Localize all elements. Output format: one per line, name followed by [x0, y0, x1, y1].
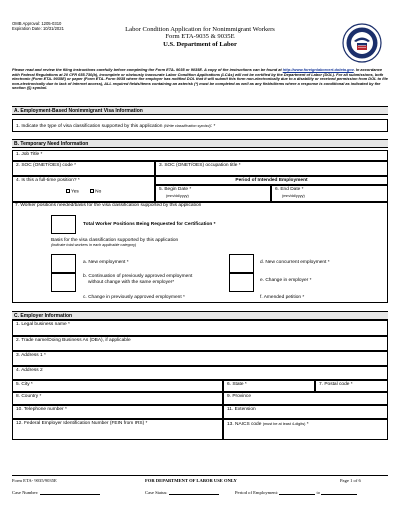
amended-petition-label: f. Amended petition * — [260, 295, 305, 300]
telephone-field[interactable] — [12, 405, 223, 419]
expiration-date: Expiration Date: 10/31/2021 — [12, 26, 64, 31]
state-label: 6. State * — [227, 382, 247, 387]
legal-business-name-field[interactable] — [12, 320, 388, 336]
extension-label: 11. Extension — [227, 407, 256, 412]
full-time-position-field — [12, 176, 155, 202]
end-date-field[interactable] — [271, 185, 388, 202]
naics-hint: (must be at least 4-digits) — [262, 422, 306, 426]
visa-classification-field[interactable] — [12, 119, 388, 132]
case-status-line — [169, 491, 219, 495]
province-field[interactable] — [223, 392, 388, 405]
omb-approval: OMB Approval: 1205-0310 — [12, 21, 62, 26]
naics-star: * — [305, 422, 309, 427]
total-workers-label: Total Worker Positions Being Requested for Certification * — [83, 222, 216, 227]
soc-code-label: 2. SOC (ONET/OES) code * — [16, 163, 76, 168]
naics-code-field[interactable] — [223, 419, 388, 440]
new-concurrent-employment-label: d. New concurrent employment * — [260, 260, 330, 265]
period-of-employment-header: Period of Intended Employment — [155, 176, 388, 185]
case-number-label: Case Number: — [12, 490, 39, 495]
new-concurrent-employment-input[interactable] — [229, 254, 254, 273]
case-status-label: Case Status: — [145, 490, 168, 495]
country-field[interactable] — [12, 392, 223, 405]
period-label: Period of Employment: — [235, 490, 279, 495]
begin-date-field[interactable] — [155, 185, 271, 202]
yes-label: Yes — [71, 189, 79, 195]
telephone-label: 10. Telephone number * — [16, 407, 67, 412]
province-label: 9. Province — [227, 394, 251, 399]
case-status — [145, 490, 219, 495]
city-label: 5. City * — [16, 382, 33, 387]
country-label: 8. Country * — [16, 394, 42, 399]
footer-office-use: FOR DEPARTMENT OF LABOR USE ONLY — [145, 478, 237, 483]
address-1-field[interactable] — [12, 351, 388, 366]
new-employment-label: a. New employment * — [83, 260, 129, 265]
title-line-1: Labor Condition Application for Nonimmigrant Workers — [125, 26, 275, 33]
form-title — [0, 26, 400, 48]
period-of-employment-footer — [235, 490, 357, 495]
worker-positions-label: 7. Worker positions needed/basis for the visa classification supported by this application — [15, 203, 202, 208]
basis-label: Basis for the visa classification supported by this application — [51, 238, 179, 243]
change-in-employer-input[interactable] — [229, 273, 254, 292]
address-1-label: 3. Address 1 * — [16, 353, 46, 358]
yes-checkbox[interactable] — [66, 189, 70, 193]
trade-name-field[interactable] — [12, 336, 388, 351]
section-c-header: C. Employer Information — [12, 311, 388, 320]
footer-rule — [12, 475, 388, 476]
case-number — [12, 490, 100, 495]
soc-occupation-title-label: 3. SOC (ONET/OES) occupation title * — [159, 163, 241, 168]
department-of-labor-seal-icon — [342, 23, 382, 63]
visa-classification-label: 1. Indicate the type of visa classification supported by this application — [16, 124, 164, 129]
end-date-label: 6. End Date * — [275, 187, 304, 192]
naics-label: 13. NAICS code — [227, 422, 263, 427]
instructions-link[interactable]: http://www.foreignlaborcert.doleta.gov — [282, 67, 354, 72]
job-title-label: 1. Job Title * — [16, 152, 43, 157]
continuation-employment-label: b. Continuation of previously approved employment — [83, 274, 193, 279]
new-employment-input[interactable] — [51, 254, 76, 273]
begin-date-format: (mm/dd/yyyy) — [166, 194, 189, 198]
fein-label: 12. Federal Employer Identification Number (FEIN from IRS) * — [16, 421, 148, 426]
total-workers-input[interactable] — [51, 215, 76, 234]
begin-date-label: 5. Begin Date * — [159, 187, 192, 192]
no-checkbox[interactable] — [90, 189, 94, 193]
fein-field[interactable] — [12, 419, 223, 440]
period-to-label: to — [316, 490, 321, 495]
filing-instructions — [12, 68, 388, 91]
period-from-line — [279, 491, 315, 495]
soc-code-field[interactable] — [12, 161, 155, 176]
visa-classification-star: : * — [210, 124, 216, 129]
postal-code-label: 7. Postal code * — [319, 382, 353, 387]
trade-name-label: 2. Trade name/Doing Business As (DBA), if applicable — [16, 338, 131, 343]
extension-field[interactable] — [223, 405, 388, 419]
period-to-line — [321, 491, 357, 495]
end-date-format: (mm/dd/yyyy) — [282, 194, 305, 198]
job-title-field[interactable] — [12, 150, 388, 161]
legal-business-name-label: 1. Legal business name * — [16, 322, 70, 327]
postal-code-field[interactable] — [315, 380, 388, 392]
footer-page-number: Page 1 of 6 — [340, 478, 361, 483]
continuation-employment-label-2: without change with the same employer* — [88, 280, 175, 285]
address-2-field[interactable] — [12, 366, 388, 380]
continuation-employment-input[interactable] — [51, 273, 76, 292]
footer-form-number: Form ETA- 9035/9035E — [12, 478, 57, 483]
state-field[interactable] — [223, 380, 315, 392]
section-a-header: A. Employment-Based Nonimmigrant Visa Information — [12, 106, 388, 115]
change-in-employer-label: e. Change in employer * — [260, 278, 312, 283]
address-2-label: 4. Address 2 — [16, 368, 43, 373]
no-label: No — [95, 189, 102, 195]
instructions-part-1: Please read and review the filing instructions carefully before completing the Form ETA- 9035 or 9035E. A copy of the instructions can be found at — [12, 67, 283, 72]
instructions-part-2: . In accordance with Federal Regulations at 20 CFR 655.730(b), incomplete or obviously inaccurate Labor Condition Applications (LCAs) will not be certified by the Department of Labor (DOL). For all submissions, both electronic (Form ETA- 9035E) or paper (Form ETA- Form 9035 where the employer has notified DOL that it will submit this form non-electronically due to a disability or received permission from DOL to file non-electronically due to lack of Internet access), ALL required fields/items containing an asterisk (*) must be completed as well as any fields/items where a response is conditional as indicated by the section (§) symbol. — [12, 67, 388, 91]
title-line-3: U.S. Department of Labor — [163, 40, 237, 48]
title-line-2: Form ETA-9035 & 9035E — [165, 33, 235, 41]
city-field[interactable] — [12, 380, 223, 392]
section-b-header: B. Temporary Need Information — [12, 139, 388, 148]
soc-occupation-title-field[interactable] — [155, 161, 388, 176]
visa-classification-hint: (Write classification symbol) — [163, 124, 211, 128]
basis-hint: (indicate total workers in each applicable category) — [51, 243, 137, 247]
case-number-line — [40, 491, 100, 495]
change-employment-label: c. Change in previously approved employment * — [83, 295, 185, 300]
full-time-label: 4. Is this a full-time position? * — [16, 178, 80, 183]
